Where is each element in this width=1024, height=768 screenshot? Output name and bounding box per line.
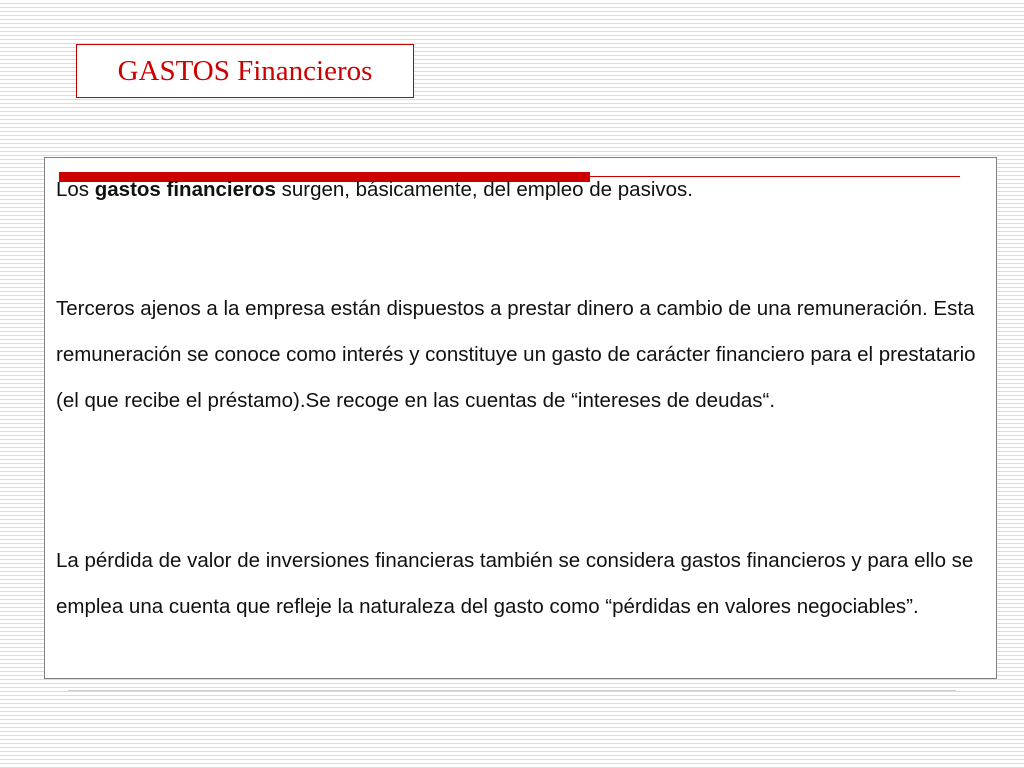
title-box [76,44,414,98]
paragraph-intro [56,167,986,213]
paragraph-intro-keyword: gastos financieros [94,178,276,201]
paragraph-intro-suffix: surgen, básicamente, del empleo de pasivos. [275,178,693,201]
paragraph-intro-prefix: Los [56,178,95,201]
paragraph-investments: La pérdida de valor de inversiones financieras también se considera gastos financieros y para ello se emplea una cuenta que refleje la naturaleza del gasto como “pérdidas en valores negociables”. [56,549,974,618]
paragraph-interest: Terceros ajenos a la empresa están dispuestos a prestar dinero a cambio de una remuneración. Esta remuneración se conoce como interés y constituye un gasto de carácter financiero para el prestatario (el que recibe el préstamo).Se recoge en las cuentas de “intereses de deudas“. [56,297,976,412]
footer-divider [68,690,956,691]
slide-title: GASTOS Financieros [117,54,373,87]
